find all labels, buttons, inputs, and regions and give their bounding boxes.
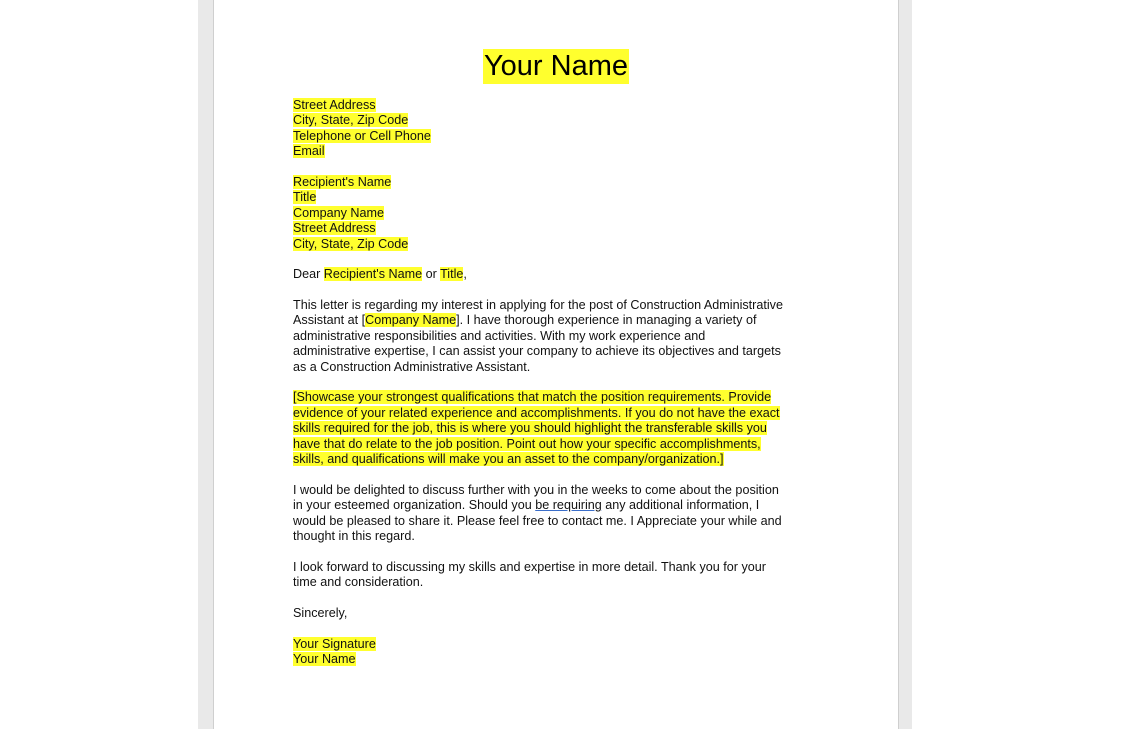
para1-line-post: ]. I have thorough experience in managing a variety of bbox=[456, 313, 757, 328]
para1-line: administrative expertise, I can assist your company to achieve its objectives and targets bbox=[293, 344, 781, 359]
recipient-block bbox=[293, 175, 853, 252]
recipient-street: Street Address bbox=[293, 221, 376, 236]
document-page[interactable] bbox=[214, 0, 898, 729]
para1-line-pre: Assistant at [ bbox=[293, 313, 366, 328]
signature-placeholder: Your Signature bbox=[293, 636, 376, 651]
para1-line: administrative responsibilities and activities. With my work experience and bbox=[293, 328, 706, 343]
paragraph-followup bbox=[293, 483, 853, 545]
sender-email: Email bbox=[293, 144, 325, 159]
para2-line: skills required for the job, this is where you should highlight the transferable skills you bbox=[293, 421, 767, 436]
para3-line-post: any additional information, I bbox=[601, 498, 760, 513]
company-name-placeholder: Company Name bbox=[365, 313, 457, 328]
para4-line: time and consideration. bbox=[293, 575, 424, 590]
page-gutter-right bbox=[898, 0, 912, 729]
sender-block bbox=[293, 98, 853, 160]
para1-line: This letter is regarding my interest in applying for the post of Construction Administrative bbox=[293, 298, 783, 313]
para3-line: would be pleased to share it. Please feel free to contact me. I Appreciate your while and bbox=[293, 513, 782, 528]
para2-line: evidence of your related experience and accomplishments. If you do not have the exact bbox=[293, 405, 780, 420]
sender-city: City, State, Zip Code bbox=[293, 113, 409, 128]
grammar-flag[interactable]: be requiring bbox=[535, 498, 602, 513]
salutation-mid: or bbox=[422, 267, 441, 282]
paragraph-intro bbox=[293, 298, 853, 375]
para2-line: [Showcase your strongest qualifications that match the position requirements. Provide bbox=[293, 390, 772, 405]
para1-line: as a Construction Administrative Assistant. bbox=[293, 359, 531, 374]
recipient-title: Title bbox=[293, 190, 317, 205]
para2-line: have that do relate to the job position. Point out how your specific accomplishments, bbox=[293, 436, 761, 451]
title-container bbox=[214, 49, 898, 84]
closing-text: Sincerely, bbox=[293, 605, 348, 620]
para2-line: skills, and qualifications will make you an asset to the company/organization.] bbox=[293, 451, 724, 466]
para4-line: I look forward to discussing my skills and expertise in more detail. Thank you for your bbox=[293, 559, 766, 574]
letter-body bbox=[293, 98, 853, 667]
recipient-name: Recipient's Name bbox=[293, 174, 392, 189]
signature-block bbox=[293, 637, 853, 668]
para3-line: I would be delighted to discuss further with you in the weeks to come about the position bbox=[293, 482, 779, 497]
name-heading: Your Name bbox=[483, 50, 628, 82]
para3-line-pre: in your esteemed organization. Should you bbox=[293, 498, 536, 513]
sender-street: Street Address bbox=[293, 98, 376, 112]
salutation-title: Title bbox=[440, 267, 464, 282]
salutation-post: , bbox=[463, 267, 467, 282]
salutation-name: Recipient's Name bbox=[323, 267, 423, 282]
paragraph-closing bbox=[293, 560, 853, 591]
paragraph-qualifications bbox=[293, 390, 853, 467]
recipient-city: City, State, Zip Code bbox=[293, 236, 409, 251]
salutation bbox=[293, 267, 853, 282]
closing bbox=[293, 606, 853, 621]
page-gutter-left bbox=[198, 0, 214, 729]
salutation-pre: Dear bbox=[293, 267, 324, 282]
sender-phone: Telephone or Cell Phone bbox=[293, 128, 431, 143]
para3-line: thought in this regard. bbox=[293, 528, 415, 543]
signature-name: Your Name bbox=[293, 652, 356, 667]
recipient-company: Company Name bbox=[293, 205, 384, 220]
